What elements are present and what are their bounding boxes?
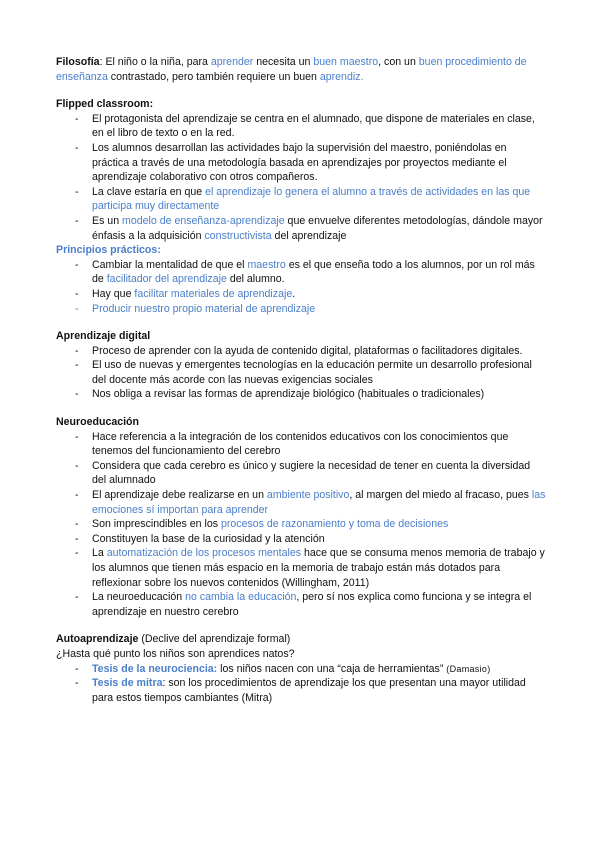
highlight-text: constructivista <box>204 229 272 242</box>
highlight-text: ambiente positivo <box>266 489 350 502</box>
flipped-list <box>56 112 546 243</box>
text-run: Los alumnos desarrollan las actividades bajo la supervisión del maestro, poniéndolas en práctica a través de una metodología basada en aprendizajes por proyectos mediante el aprendizaje colaborativo con otros compañeros. <box>92 141 507 184</box>
dash-bullet: - <box>75 677 79 690</box>
text-run: que envuelve diferentes metodologías, dándole mayor énfasis a la adquisición <box>92 214 543 242</box>
dash-bullet: - <box>75 185 79 198</box>
highlight-text: las emociones sí importan para aprender <box>92 489 546 516</box>
list-item <box>56 344 546 359</box>
text-run: del aprendizaje <box>271 229 347 242</box>
text-run: Hay que <box>92 287 135 300</box>
list-item <box>56 141 546 185</box>
text-run: hace que se consuma menos memoria de trabajo y los alumnos que tienen más espacio en la memoria de trabajo están más dotados para reflexionar sobre los nuevos contenidos (Willingham, 2011) <box>92 547 545 589</box>
neuro-list <box>56 430 546 620</box>
dash-bullet: - <box>75 344 79 357</box>
dash-bullet: - <box>75 662 79 675</box>
text-run: . <box>292 287 296 300</box>
text-run: Considera que cada cerebro es único y sugiere la necesidad de tener en cuenta la diversidad del alumnado <box>92 459 531 487</box>
text-run: , con un <box>378 56 419 68</box>
filosofia-label: Filosofía <box>56 56 100 68</box>
text-run: Son imprescindibles en los <box>92 518 221 531</box>
digital-list <box>56 344 546 402</box>
dash-bullet: - <box>75 430 79 443</box>
text-run: , pero sí nos explica como funciona y se integra el aprendizaje en nuestro cerebro <box>92 591 532 618</box>
list-item <box>56 112 546 141</box>
citation-text: (Damasio) <box>446 663 491 674</box>
dash-bullet: - <box>75 489 79 502</box>
dash-bullet: - <box>75 459 79 472</box>
dash-bullet: - <box>75 302 79 315</box>
highlight-text: buen procedimiento de enseñanza <box>56 56 527 83</box>
list-item <box>56 517 546 532</box>
dash-bullet: - <box>75 214 79 227</box>
text-run: contrastado, pero también requiere un buen <box>107 70 320 83</box>
highlight-text: Tesis de la neurociencia: <box>92 662 218 675</box>
list-item <box>56 546 546 590</box>
text-run: La <box>92 547 107 560</box>
text-run: El aprendizaje debe realizarse en un <box>92 489 267 502</box>
highlight-text: buen maestro <box>313 56 379 68</box>
list-item <box>56 258 546 287</box>
auto-question: ¿Hasta qué punto los niños son aprendices natos? <box>56 647 295 660</box>
filosofia-paragraph <box>56 55 546 84</box>
list-item <box>56 430 546 459</box>
principios-heading: Principios prácticos: <box>56 244 161 257</box>
list-item <box>56 459 546 488</box>
flipped-heading: Flipped classroom: <box>56 98 154 111</box>
highlight-text: maestro <box>247 258 286 271</box>
list-item <box>56 676 546 705</box>
text-run: Nos obliga a revisar las formas de aprendizaje biológico (habituales o tradicionales) <box>92 388 485 401</box>
dash-bullet: - <box>75 591 79 604</box>
text-run: es el que enseña todo a los alumnos, por un rol más de <box>92 258 535 286</box>
text-run: necesita un <box>253 56 314 68</box>
highlight-text: Tesis de mitra <box>92 677 163 690</box>
highlight-text: aprendiz. <box>319 70 364 83</box>
text-run: los niños nacen con una “caja de herramientas” <box>217 662 447 675</box>
text-run: Hace referencia a la integración de los contenidos educativos con los conocimientos que tenemos del funcionamiento del cerebro <box>92 430 509 458</box>
text-run: : son los procedimientos de aprendizaje los que presentan una mayor utilidad para estos tiempos cambiantes (Mitra) <box>92 677 526 704</box>
text-run: La neuroeducación <box>92 591 186 604</box>
highlight-text: facilitar materiales de aprendizaje <box>134 287 293 300</box>
dash-bullet: - <box>75 287 79 300</box>
text-run: La clave estaría en que <box>92 185 206 198</box>
highlight-text: el aprendizaje lo genera el alumno a través de actividades en las que participa muy directamente <box>92 185 531 213</box>
list-item <box>56 532 546 547</box>
text-run: Constituyen la base de la curiosidad y la atención <box>92 532 325 545</box>
highlight-text: automatización de los procesos mentales <box>106 547 302 560</box>
text-run: Proceso de aprender con la ayuda de contenido digital, plataformas o facilitadores digitales. <box>92 344 523 357</box>
dash-bullet: - <box>75 518 79 531</box>
text-run: : El niño o la niña, para <box>99 56 211 68</box>
text-run: del alumno. <box>226 273 285 286</box>
list-item <box>56 185 546 214</box>
highlight-text: facilitador del aprendizaje <box>106 273 227 286</box>
digital-heading: Aprendizaje digital <box>56 330 151 343</box>
auto-heading-line <box>56 632 546 647</box>
list-item <box>56 387 546 402</box>
text-run: El protagonista del aprendizaje se centra en el alumnado, que dispone de materiales en clase, en el libro de texto o en la red. <box>92 112 535 140</box>
highlight-text: modelo de enseñanza-aprendizaje <box>122 214 285 227</box>
dash-bullet: - <box>75 532 79 545</box>
text-run: , al margen del miedo al fracaso, pues <box>349 489 532 502</box>
dash-bullet: - <box>75 388 79 401</box>
list-item <box>56 302 546 317</box>
list-item <box>56 358 546 387</box>
list-item <box>56 214 546 243</box>
list-item <box>56 287 546 302</box>
text-run: Cambiar la mentalidad de que el <box>92 258 248 271</box>
highlight-text: aprender <box>210 56 254 68</box>
auto-heading-note: (Declive del aprendizaje formal) <box>138 633 291 646</box>
dash-bullet: - <box>75 359 79 372</box>
highlight-text: procesos de razonamiento y toma de decisiones <box>220 518 449 531</box>
text-run: Es un <box>92 214 123 227</box>
dash-bullet: - <box>75 547 79 560</box>
document-page <box>56 55 546 705</box>
dash-bullet: - <box>75 258 79 271</box>
highlight-text: Producir nuestro propio material de aprendizaje <box>92 302 316 315</box>
list-item <box>56 590 546 619</box>
highlight-text: no cambia la educación <box>185 591 297 604</box>
dash-bullet: - <box>75 112 79 125</box>
text-run: El uso de nuevas y emergentes tecnologías en la educación permite un desarrollo profesional del docente más acorde con las nuevas exigencias sociales <box>92 359 532 386</box>
auto-list <box>56 662 546 706</box>
list-item <box>56 662 546 677</box>
principios-list <box>56 258 546 316</box>
list-item <box>56 488 546 517</box>
neuro-heading: Neuroeducación <box>56 416 140 429</box>
auto-heading: Autoaprendizaje <box>56 633 139 646</box>
dash-bullet: - <box>75 141 79 154</box>
